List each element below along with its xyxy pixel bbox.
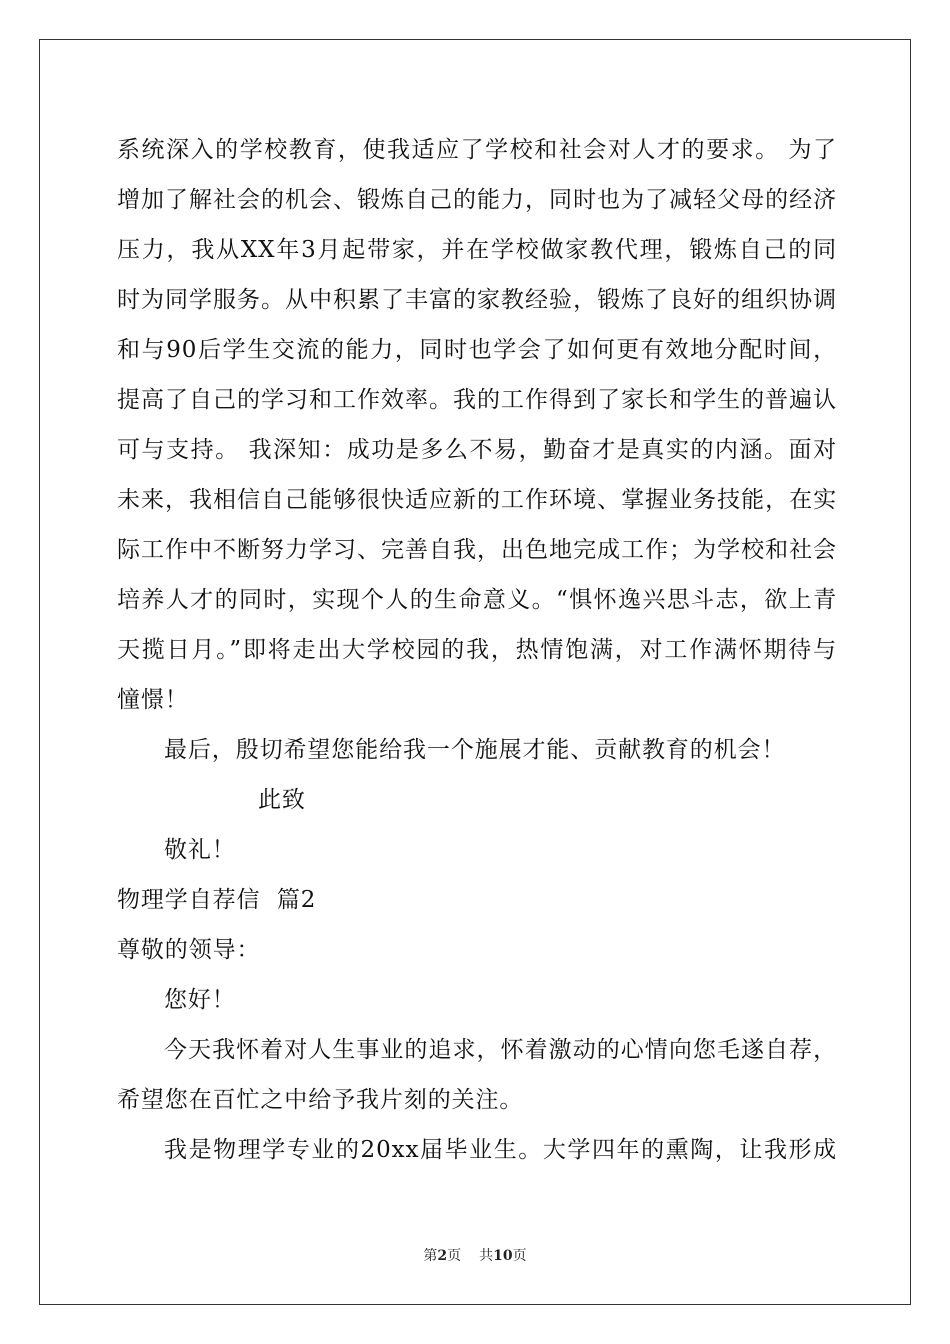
page-border xyxy=(39,39,911,1305)
salutation-line-2: 敬礼！ xyxy=(164,837,236,863)
total-label-suffix: 页 xyxy=(512,1248,527,1264)
body-line: 天揽日月。”即将走出大学校园的我，热情饱满，对工作满怀期待与 xyxy=(117,637,837,663)
body-line: 可与支持。 我深知：成功是多么不易，勤奋才是真实的内涵。面对 xyxy=(117,437,837,463)
page-label-prefix: 第 xyxy=(423,1248,438,1264)
body-line: 培养人才的同时，实现个人的生命意义。“惧怀逸兴思斗志，欲上青 xyxy=(117,587,837,613)
body-line: 增加了解社会的机会、锻炼自己的能力，同时也为了减轻父母的经济 xyxy=(117,187,837,213)
total-label-prefix: 共 xyxy=(479,1248,494,1264)
greeting-recipient: 尊敬的领导： xyxy=(117,937,261,963)
total-pages: 10 xyxy=(493,1248,513,1264)
closing-paragraph: 最后，殷切希望您能给我一个施展才能、贡献教育的机会！ xyxy=(164,737,786,763)
section-heading: 物理学自荐信 篇2 xyxy=(117,887,317,913)
page-footer xyxy=(0,1247,950,1265)
paragraph-line: 今天我怀着对人生事业的追求，怀着激动的心情向您毛遂自荐， xyxy=(164,1037,837,1063)
page-number: 2 xyxy=(437,1248,448,1264)
body-line: 和与90后学生交流的能力，同时也学会了如何更有效地分配时间， xyxy=(117,337,837,363)
body-line: 时为同学服务。从中积累了丰富的家教经验，锻炼了良好的组织协调 xyxy=(117,287,837,313)
body-line: 际工作中不断努力学习、完善自我，出色地完成工作；为学校和社会 xyxy=(117,537,837,563)
salutation-line-1: 此致 xyxy=(258,787,306,813)
page-label-suffix: 页 xyxy=(447,1248,462,1264)
greeting: 您好！ xyxy=(164,987,236,1013)
body-line: 系统深入的学校教育，使我适应了学校和社会对人才的要求。 为了 xyxy=(117,137,837,163)
body-line: 压力，我从XX年3月起带家，并在学校做家教代理，锻炼自己的同 xyxy=(117,237,837,263)
body-line: 憧憬！ xyxy=(117,687,189,713)
body-line: 提高了自己的学习和工作效率。我的工作得到了家长和学生的普遍认 xyxy=(117,387,837,413)
paragraph-line: 我是物理学专业的20xx届毕业生。大学四年的熏陶，让我形成 xyxy=(164,1137,837,1163)
paragraph-line: 希望您在百忙之中给予我片刻的关注。 xyxy=(117,1087,524,1113)
body-line: 未来，我相信自己能够很快适应新的工作环境、掌握业务技能，在实 xyxy=(117,487,837,513)
